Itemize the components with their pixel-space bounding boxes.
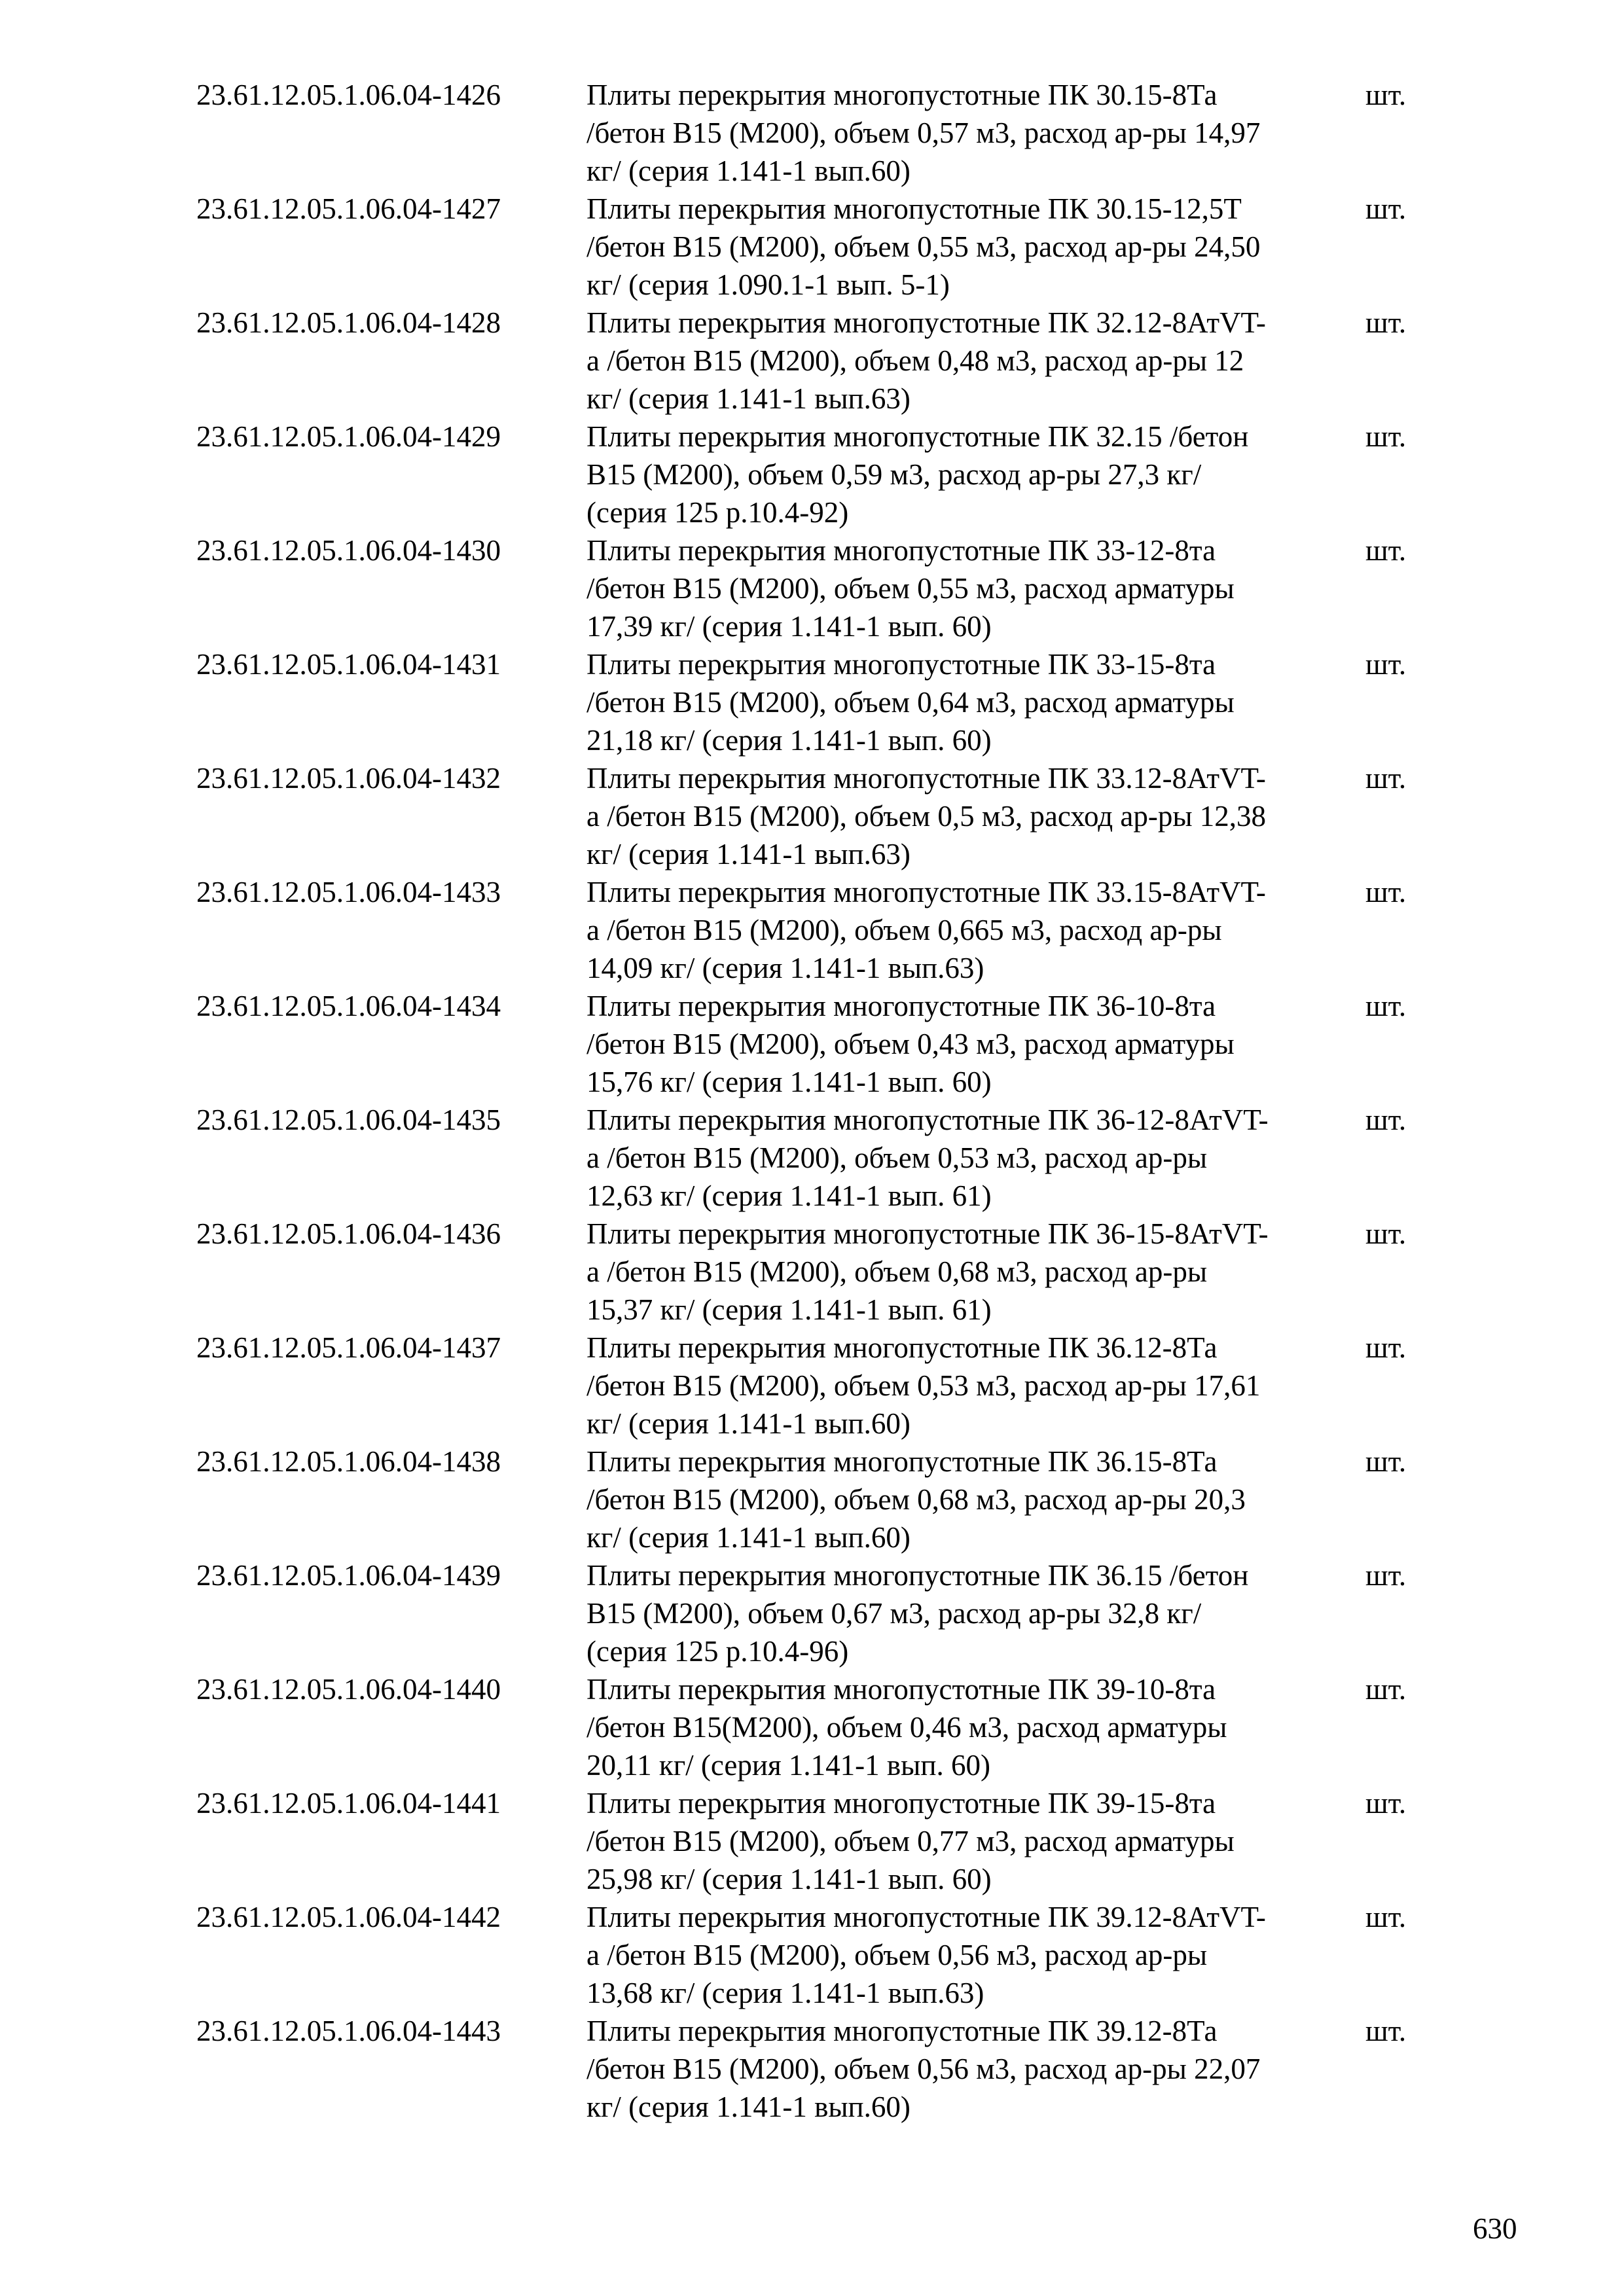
item-description (586, 1784, 1365, 1898)
description-line: Плиты перекрытия многопустотные ПК 39-15-8та (586, 1787, 1216, 1820)
item-unit: шт. (1365, 876, 1407, 908)
item-code: 23.61.12.05.1.06.04-1440 (196, 1673, 501, 1706)
description-line: а /бетон В15 (М200), объем 0,5 м3, расход ар-ры 12,38 (586, 800, 1267, 833)
item-unit: шт. (1365, 990, 1407, 1022)
description-line: Плиты перекрытия многопустотные ПК 36-15-8АтVT- (586, 1217, 1269, 1250)
description-line: а /бетон В15 (М200), объем 0,48 м3, расход ар-ры 12 (586, 344, 1244, 377)
list-item (196, 1329, 1440, 1443)
item-description (586, 1101, 1365, 1215)
description-line: Плиты перекрытия многопустотные ПК 33-15-8та (586, 648, 1216, 681)
item-unit: шт. (1365, 1559, 1407, 1592)
item-unit: шт. (1365, 420, 1407, 453)
item-unit: шт. (1365, 1673, 1407, 1706)
list-item (196, 1556, 1440, 1670)
list-item (196, 1101, 1440, 1215)
item-unit: шт. (1365, 306, 1407, 339)
item-code: 23.61.12.05.1.06.04-1436 (196, 1217, 501, 1250)
description-line: /бетон В15 (М200), объем 0,68 м3, расход ар-ры 20,3 (586, 1483, 1246, 1516)
list-item (196, 1670, 1440, 1784)
item-unit: шт. (1365, 1901, 1407, 1933)
item-description (586, 1329, 1365, 1443)
item-description (586, 1898, 1365, 2012)
description-line: Плиты перекрытия многопустотные ПК 32.15 /бетон (586, 420, 1249, 453)
list-item (196, 1215, 1440, 1329)
list-item (196, 1784, 1440, 1898)
description-line: Плиты перекрытия многопустотные ПК 36.15-8Та (586, 1445, 1218, 1478)
description-line: кг/ (серия 1.141-1 вып.60) (586, 2090, 911, 2123)
description-line: В15 (М200), объем 0,67 м3, расход ар-ры 32,8 кг/ (586, 1597, 1202, 1630)
item-description (586, 531, 1365, 645)
description-line: Плиты перекрытия многопустотные ПК 33.12-8АтVT- (586, 762, 1266, 795)
list-item (196, 873, 1440, 987)
item-unit: шт. (1365, 534, 1407, 567)
description-line: /бетон В15 (М200), объем 0,53 м3, расход ар-ры 17,61 (586, 1369, 1261, 1402)
description-line: Плиты перекрытия многопустотные ПК 32.12-8АтVT- (586, 306, 1266, 339)
description-line: кг/ (серия 1.141-1 вып.63) (586, 838, 911, 870)
item-unit: шт. (1365, 648, 1407, 681)
description-line: кг/ (серия 1.090.1-1 вып. 5-1) (586, 268, 950, 301)
item-description (586, 645, 1365, 759)
item-description (586, 2012, 1365, 2126)
item-unit: шт. (1365, 762, 1407, 795)
item-description (586, 1443, 1365, 1556)
list-item (196, 418, 1440, 531)
page-number: 630 (1473, 2212, 1517, 2245)
item-description (586, 304, 1365, 418)
description-line: /бетон В15(М200), объем 0,46 м3, расход арматуры (586, 1711, 1227, 1744)
item-description (586, 759, 1365, 873)
description-line: Плиты перекрытия многопустотные ПК 36-12-8АтVT- (586, 1103, 1269, 1136)
description-line: а /бетон В15 (М200), объем 0,53 м3, расход ар-ры (586, 1141, 1208, 1174)
item-code: 23.61.12.05.1.06.04-1434 (196, 990, 501, 1022)
item-unit: шт. (1365, 1445, 1407, 1478)
description-line: кг/ (серия 1.141-1 вып.63) (586, 382, 911, 415)
description-line: /бетон В15 (М200), объем 0,43 м3, расход арматуры (586, 1028, 1235, 1060)
description-line: а /бетон В15 (М200), объем 0,68 м3, расход ар-ры (586, 1255, 1208, 1288)
item-code: 23.61.12.05.1.06.04-1437 (196, 1331, 501, 1364)
price-list (196, 76, 1440, 2126)
list-item (196, 987, 1440, 1101)
description-line: 13,68 кг/ (серия 1.141-1 вып.63) (586, 1977, 984, 2009)
item-unit: шт. (1365, 1787, 1407, 1820)
description-line: /бетон В15 (М200), объем 0,56 м3, расход ар-ры 22,07 (586, 2053, 1261, 2085)
description-line: В15 (М200), объем 0,59 м3, расход ар-ры 27,3 кг/ (586, 458, 1202, 491)
item-description (586, 76, 1365, 190)
item-description (586, 190, 1365, 304)
list-item (196, 645, 1440, 759)
item-description (586, 1215, 1365, 1329)
item-code: 23.61.12.05.1.06.04-1438 (196, 1445, 501, 1478)
description-line: Плиты перекрытия многопустотные ПК 30.15-8Та (586, 79, 1218, 111)
description-line: /бетон В15 (М200), объем 0,64 м3, расход арматуры (586, 686, 1235, 719)
description-line: Плиты перекрытия многопустотные ПК 39.12-8Та (586, 2015, 1218, 2047)
description-line: Плиты перекрытия многопустотные ПК 30.15-12,5Т (586, 192, 1242, 225)
description-line: Плиты перекрытия многопустотные ПК 36.15 /бетон (586, 1559, 1249, 1592)
description-line: Плиты перекрытия многопустотные ПК 33.15-8АтVT- (586, 876, 1266, 908)
description-line: /бетон В15 (М200), объем 0,57 м3, расход ар-ры 14,97 (586, 117, 1261, 149)
description-line: /бетон В15 (М200), объем 0,77 м3, расход арматуры (586, 1825, 1235, 1857)
item-code: 23.61.12.05.1.06.04-1435 (196, 1103, 501, 1136)
item-code: 23.61.12.05.1.06.04-1429 (196, 420, 501, 453)
description-line: (серия 125 р.10.4-96) (586, 1635, 849, 1668)
description-line: 20,11 кг/ (серия 1.141-1 вып. 60) (586, 1749, 990, 1782)
item-code: 23.61.12.05.1.06.04-1442 (196, 1901, 501, 1933)
description-line: Плиты перекрытия многопустотные ПК 36.12-8Та (586, 1331, 1218, 1364)
item-unit: шт. (1365, 1103, 1407, 1136)
item-unit: шт. (1365, 2015, 1407, 2047)
description-line: /бетон В15 (М200), объем 0,55 м3, расход арматуры (586, 572, 1235, 605)
item-code: 23.61.12.05.1.06.04-1426 (196, 79, 501, 111)
item-description (586, 1670, 1365, 1784)
item-description (586, 1556, 1365, 1670)
description-line: Плиты перекрытия многопустотные ПК 39.12-8АтVT- (586, 1901, 1266, 1933)
item-description (586, 418, 1365, 531)
description-line: (серия 125 р.10.4-92) (586, 496, 849, 529)
item-code: 23.61.12.05.1.06.04-1441 (196, 1787, 501, 1820)
list-item (196, 76, 1440, 190)
description-line: кг/ (серия 1.141-1 вып.60) (586, 1407, 911, 1440)
description-line: 17,39 кг/ (серия 1.141-1 вып. 60) (586, 610, 992, 643)
item-code: 23.61.12.05.1.06.04-1432 (196, 762, 501, 795)
description-line: а /бетон В15 (М200), объем 0,665 м3, расход ар-ры (586, 914, 1222, 946)
item-unit: шт. (1365, 79, 1407, 111)
item-description (586, 987, 1365, 1101)
item-code: 23.61.12.05.1.06.04-1431 (196, 648, 501, 681)
item-code: 23.61.12.05.1.06.04-1443 (196, 2015, 501, 2047)
list-item (196, 759, 1440, 873)
description-line: 21,18 кг/ (серия 1.141-1 вып. 60) (586, 724, 992, 757)
description-line: 25,98 кг/ (серия 1.141-1 вып. 60) (586, 1863, 992, 1895)
description-line: 12,63 кг/ (серия 1.141-1 вып. 61) (586, 1179, 992, 1212)
list-item (196, 304, 1440, 418)
item-code: 23.61.12.05.1.06.04-1427 (196, 192, 501, 225)
description-line: 15,37 кг/ (серия 1.141-1 вып. 61) (586, 1293, 992, 1326)
description-line: Плиты перекрытия многопустотные ПК 33-12-8та (586, 534, 1216, 567)
item-description (586, 873, 1365, 987)
list-item (196, 531, 1440, 645)
item-code: 23.61.12.05.1.06.04-1433 (196, 876, 501, 908)
description-line: 14,09 кг/ (серия 1.141-1 вып.63) (586, 952, 984, 984)
item-unit: шт. (1365, 1217, 1407, 1250)
item-code: 23.61.12.05.1.06.04-1428 (196, 306, 501, 339)
description-line: кг/ (серия 1.141-1 вып.60) (586, 1521, 911, 1554)
item-unit: шт. (1365, 1331, 1407, 1364)
description-line: кг/ (серия 1.141-1 вып.60) (586, 154, 911, 187)
description-line: /бетон В15 (М200), объем 0,55 м3, расход ар-ры 24,50 (586, 230, 1261, 263)
description-line: 15,76 кг/ (серия 1.141-1 вып. 60) (586, 1066, 992, 1098)
description-line: Плиты перекрытия многопустотные ПК 39-10-8та (586, 1673, 1216, 1706)
list-item (196, 2012, 1440, 2126)
item-unit: шт. (1365, 192, 1407, 225)
description-line: Плиты перекрытия многопустотные ПК 36-10-8та (586, 990, 1216, 1022)
item-code: 23.61.12.05.1.06.04-1430 (196, 534, 501, 567)
description-line: а /бетон В15 (М200), объем 0,56 м3, расход ар-ры (586, 1939, 1208, 1971)
list-item (196, 190, 1440, 304)
list-item (196, 1443, 1440, 1556)
list-item (196, 1898, 1440, 2012)
item-code: 23.61.12.05.1.06.04-1439 (196, 1559, 501, 1592)
